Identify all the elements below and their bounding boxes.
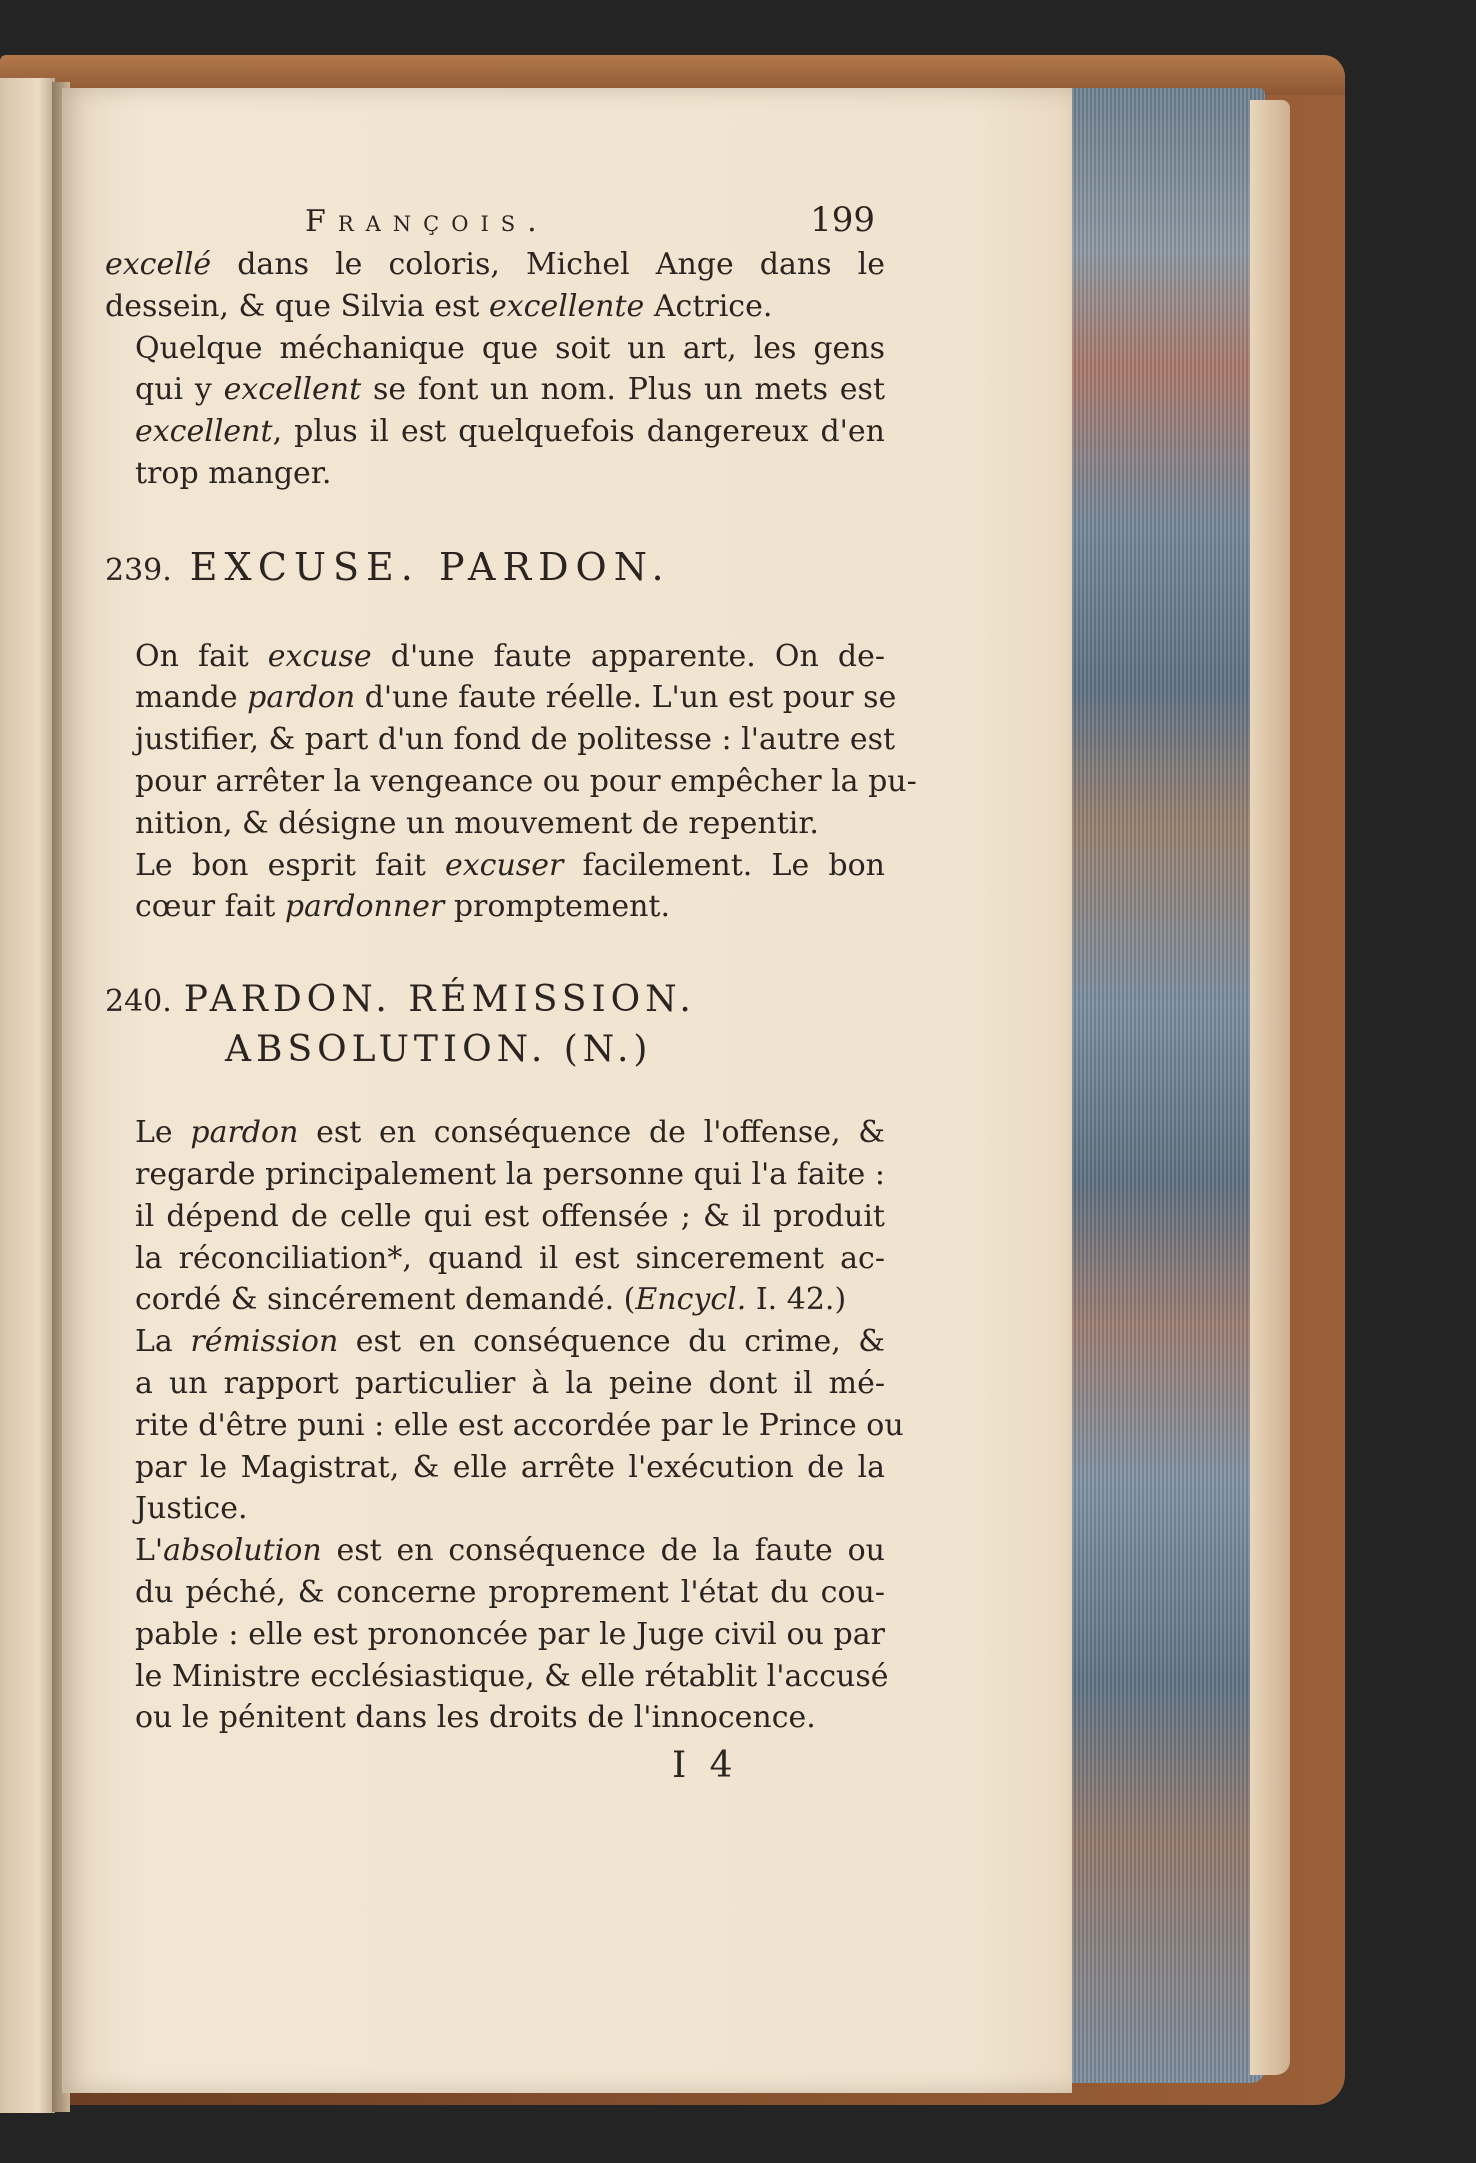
text-run: Quelque méchanique que soit un art, les gens: [135, 330, 885, 366]
page-text: [105, 200, 917, 1739]
text-run: justifier, & part d'un fond de politesse : l'autre est: [135, 722, 896, 758]
italic-term: excellent: [135, 414, 273, 450]
text-run: d'une faute réelle. L'un est pour se: [355, 680, 897, 716]
italic-term: pardon: [190, 1115, 299, 1151]
text-run: qui y: [135, 372, 224, 408]
text-run: cœur fait: [135, 889, 285, 925]
running-head-title: François.: [305, 204, 549, 239]
paragraph-7: [105, 1530, 889, 1739]
text-run: trop manger.: [135, 455, 332, 491]
text-run: , plus il est quelquefois dangereux d'en: [272, 414, 885, 450]
signature-mark: I 4: [672, 1745, 739, 1786]
text-run: Le bon esprit fait: [135, 847, 445, 883]
text-run: a un rapport particulier à la peine dont il mé-: [135, 1365, 885, 1401]
text-line: [105, 369, 885, 411]
text-line: [105, 677, 897, 719]
text-line: [105, 636, 885, 678]
text-run: par le Magistrat, & elle arrête l'exécution de la: [135, 1449, 885, 1485]
text-line: [105, 286, 885, 328]
text-line: [105, 1572, 885, 1614]
italic-term: absolution: [163, 1533, 322, 1569]
text-run: ou le pénitent dans les droits de l'innocence.: [135, 1700, 816, 1736]
page-number: 199: [810, 200, 875, 240]
text-run: L': [135, 1533, 164, 1569]
text-line: [105, 453, 885, 495]
text-line: [105, 886, 885, 928]
text-run: facilement. Le bon: [563, 847, 885, 883]
text-run: se font un nom. Plus un mets est: [361, 372, 885, 408]
italic-term: rémission: [190, 1324, 339, 1360]
text-line: [105, 1279, 885, 1321]
text-line: [105, 1488, 885, 1530]
text-run: regarde principalement la personne qui l'a faite :: [135, 1156, 885, 1192]
text-run: est en conséquence du crime, &: [338, 1324, 885, 1360]
text-line: [105, 761, 917, 803]
text-run: La: [135, 1324, 191, 1360]
running-head: [105, 200, 885, 244]
text-line: [105, 845, 885, 887]
text-line: [105, 411, 885, 453]
italic-term: excuse: [267, 638, 372, 674]
italic-term: Encycl.: [635, 1282, 747, 1318]
text-line: [105, 1112, 885, 1154]
text-run: est en conséquence de la faute ou: [321, 1533, 885, 1569]
cover-fore-edge: [1250, 100, 1290, 2075]
text-run: pour arrêter la vengeance ou pour empêcher la pu-: [135, 763, 917, 799]
section-239-title: EXCUSE. PARDON.: [189, 544, 671, 589]
section-239-heading: [105, 544, 885, 592]
text-line: [105, 328, 885, 370]
section-239-number: 239.: [105, 552, 172, 588]
text-line: [105, 719, 896, 761]
text-line: [105, 1238, 885, 1280]
italic-term: excellent: [223, 372, 362, 408]
text-line: [105, 1196, 885, 1238]
italic-term: excuser: [445, 847, 564, 883]
text-line: [105, 1321, 885, 1363]
section-240-title-line1: PARDON. RÉMISSION.: [183, 979, 696, 1021]
text-run: Justice.: [135, 1491, 248, 1527]
text-run: il dépend de celle qui est offensée ; & il produit: [135, 1198, 885, 1234]
text-line: [105, 1447, 885, 1489]
italic-term: pardonner: [284, 889, 445, 925]
text-run: d'une faute apparente. On de-: [371, 638, 885, 674]
text-run: mande: [135, 680, 248, 716]
text-run: le Ministre ecclésiastique, & elle rétablit l'accusé: [135, 1658, 889, 1694]
text-line: [105, 1405, 904, 1447]
text-run: rite d'être puni : elle est accordée par le Prince ou: [135, 1407, 904, 1443]
text-run: promptement.: [444, 889, 670, 925]
text-run: est en conséquence de l'offense, &: [298, 1115, 885, 1151]
page-fore-edge: [1060, 88, 1265, 2083]
text-run: nition, & désigne un mouvement de repentir.: [135, 805, 819, 841]
paragraph-3: [105, 636, 917, 845]
text-line: [105, 1614, 885, 1656]
text-line: [105, 1363, 885, 1405]
text-line: [105, 1154, 885, 1196]
italic-term: excellé: [105, 247, 212, 282]
text-run: pable : elle est prononcée par le Juge civil ou par: [135, 1616, 885, 1652]
text-run: la réconciliation*, quand il est sincerement ac-: [135, 1240, 885, 1276]
text-run: dans le coloris, Michel Ange dans le: [211, 247, 885, 282]
section-240-number: 240.: [105, 984, 172, 1020]
text-run: Actrice.: [644, 288, 773, 324]
italic-term: excellente: [489, 288, 645, 324]
text-run: cordé & sincérement demandé. (: [135, 1282, 636, 1318]
text-run: du péché, & concerne proprement l'état du cou-: [135, 1574, 885, 1610]
paragraph-2: [105, 328, 885, 495]
italic-term: pardon: [247, 680, 356, 716]
text-line: [105, 1697, 885, 1739]
paragraph-1: [105, 244, 885, 328]
text-line: [105, 803, 885, 845]
section-240-heading: [105, 976, 885, 1074]
verso-page-edge: [0, 78, 55, 2113]
text-run: On fait: [135, 638, 268, 674]
text-run: Le: [135, 1115, 191, 1151]
section-240-title-line2: ABSOLUTION. (N.): [225, 1029, 653, 1071]
paragraph-5: [105, 1112, 885, 1321]
paragraph-4: [105, 845, 885, 929]
text-run: I. 42.): [746, 1282, 847, 1318]
text-line: [105, 1656, 889, 1698]
paragraph-6: [105, 1321, 904, 1530]
text-line: [105, 1530, 885, 1572]
text-run: dessein, & que Silvia est: [105, 288, 489, 324]
text-line: [105, 244, 885, 286]
